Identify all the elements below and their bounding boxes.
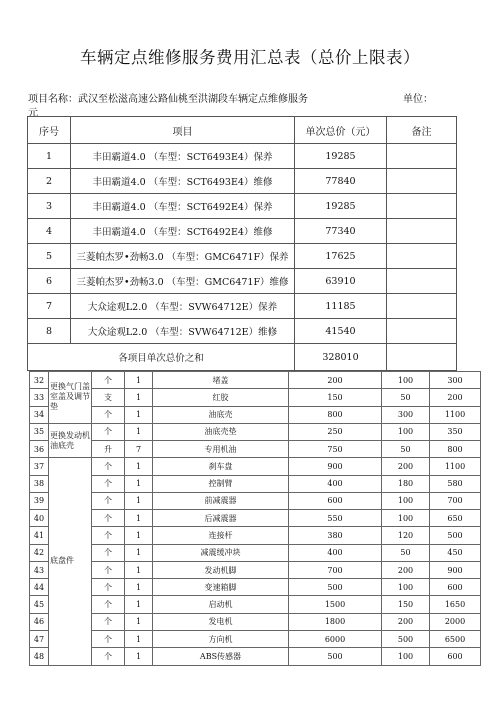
- group-label: 底盘件: [49, 458, 92, 665]
- row-part: 启动机: [153, 596, 289, 613]
- row-no: 4: [28, 219, 71, 244]
- row-note: [387, 269, 457, 294]
- summary-table: [27, 116, 457, 371]
- row-total: 6500: [430, 630, 481, 647]
- row-part-price: 1500: [289, 596, 382, 613]
- row-no: 8: [28, 319, 71, 344]
- row-unit: 个: [92, 406, 125, 423]
- row-qty: 1: [125, 561, 153, 578]
- row-labor-price: 500: [382, 630, 430, 647]
- row-labor-price: 50: [382, 544, 430, 561]
- row-part: 后减震器: [153, 510, 289, 527]
- row-no: 1: [28, 144, 71, 169]
- table-row: [30, 423, 481, 440]
- row-no: 46: [30, 613, 49, 630]
- row-item: 丰田霸道4.0 （车型：SCT6492E4）保养: [71, 194, 295, 219]
- row-item: 大众途观L2.0 （车型：SVW64712E）保养: [71, 294, 295, 319]
- row-no: 5: [28, 244, 71, 269]
- row-price: 17625: [295, 244, 387, 269]
- row-no: 38: [30, 475, 49, 492]
- row-item: 三菱帕杰罗•劲畅3.0 （车型：GMC6471F）维修: [71, 269, 295, 294]
- row-part: ABS传感器: [153, 648, 289, 665]
- row-part-price: 800: [289, 406, 382, 423]
- row-qty: 1: [125, 389, 153, 406]
- group-label: 更换发动机油底壳: [49, 423, 92, 458]
- row-part-price: 150: [289, 389, 382, 406]
- table-row: [30, 510, 481, 527]
- row-item: 丰田霸道4.0 （车型：SCT6493E4）维修: [71, 169, 295, 194]
- table-row: [28, 319, 457, 344]
- row-part-price: 750: [289, 441, 382, 458]
- row-total: 600: [430, 648, 481, 665]
- summary-header-row: [28, 117, 457, 144]
- row-unit: 个: [92, 630, 125, 647]
- row-qty: 1: [125, 648, 153, 665]
- row-note: [387, 194, 457, 219]
- row-note: [387, 169, 457, 194]
- table-row: [30, 613, 481, 630]
- table-row: [30, 544, 481, 561]
- row-qty: 1: [125, 510, 153, 527]
- row-labor-price: 100: [382, 579, 430, 596]
- table-row: [30, 579, 481, 596]
- row-labor-price: 180: [382, 475, 430, 492]
- table-row: [30, 406, 481, 423]
- row-qty: 1: [125, 406, 153, 423]
- row-qty: 1: [125, 458, 153, 475]
- row-labor-price: 150: [382, 596, 430, 613]
- row-no: 33: [30, 389, 49, 406]
- row-labor-price: 120: [382, 527, 430, 544]
- row-part-price: 500: [289, 579, 382, 596]
- header-no: 序号: [28, 117, 71, 144]
- row-no: 6: [28, 269, 71, 294]
- row-unit: 支: [92, 389, 125, 406]
- row-total: 700: [430, 492, 481, 509]
- row-price: 19285: [295, 144, 387, 169]
- row-part: 变速箱脚: [153, 579, 289, 596]
- row-unit: 个: [92, 475, 125, 492]
- row-qty: 1: [125, 475, 153, 492]
- row-unit: 个: [92, 458, 125, 475]
- row-no: 2: [28, 169, 71, 194]
- row-unit: 个: [92, 492, 125, 509]
- row-price: 77840: [295, 169, 387, 194]
- row-qty: 1: [125, 579, 153, 596]
- row-unit: 个: [92, 372, 125, 389]
- table-row: [28, 294, 457, 319]
- row-part: 连接杆: [153, 527, 289, 544]
- row-no: 37: [30, 458, 49, 475]
- table-row: [30, 372, 481, 389]
- total-label: 各项目单次总价之和: [28, 344, 295, 371]
- row-qty: 1: [125, 492, 153, 509]
- row-item: 三菱帕杰罗•劲畅3.0 （车型：GMC6471F）保养: [71, 244, 295, 269]
- row-qty: 1: [125, 372, 153, 389]
- row-part-price: 200: [289, 372, 382, 389]
- row-qty: 1: [125, 630, 153, 647]
- row-no: 7: [28, 294, 71, 319]
- group-label: 更换气门盖室盖及调节垫: [49, 372, 92, 424]
- row-total: 1650: [430, 596, 481, 613]
- table-row: [30, 630, 481, 647]
- table-row: [30, 527, 481, 544]
- row-labor-price: 100: [382, 510, 430, 527]
- row-qty: 1: [125, 613, 153, 630]
- row-total: 800: [430, 441, 481, 458]
- row-unit: 升: [92, 441, 125, 458]
- row-note: [387, 294, 457, 319]
- table-row: [30, 492, 481, 509]
- row-part: 刹车盘: [153, 458, 289, 475]
- row-total: 500: [430, 527, 481, 544]
- row-no: 3: [28, 194, 71, 219]
- row-unit: 个: [92, 561, 125, 578]
- row-part: 红胶: [153, 389, 289, 406]
- row-note: [387, 244, 457, 269]
- row-qty: 7: [125, 441, 153, 458]
- row-price: 77340: [295, 219, 387, 244]
- header-item: 项目: [71, 117, 295, 144]
- row-no: 45: [30, 596, 49, 613]
- table-row: [30, 596, 481, 613]
- table-row: [30, 475, 481, 492]
- row-part-price: 1800: [289, 613, 382, 630]
- row-part-price: 400: [289, 475, 382, 492]
- row-no: 47: [30, 630, 49, 647]
- row-part-price: 550: [289, 510, 382, 527]
- row-total: 350: [430, 423, 481, 440]
- row-unit: 个: [92, 544, 125, 561]
- table-row: [28, 169, 457, 194]
- row-part: 油底壳垫: [153, 423, 289, 440]
- row-price: 11185: [295, 294, 387, 319]
- detail-table: [29, 371, 481, 666]
- row-labor-price: 200: [382, 458, 430, 475]
- row-part-price: 700: [289, 561, 382, 578]
- unit-label: 单位：: [403, 94, 433, 105]
- row-unit: 个: [92, 596, 125, 613]
- row-unit: 个: [92, 613, 125, 630]
- row-qty: 1: [125, 423, 153, 440]
- row-note: [387, 144, 457, 169]
- row-total: 1100: [430, 458, 481, 475]
- total-value: 328010: [295, 344, 387, 371]
- row-labor-price: 100: [382, 492, 430, 509]
- row-price: 41540: [295, 319, 387, 344]
- row-total: 650: [430, 510, 481, 527]
- row-item: 丰田霸道4.0 （车型：SCT6492E4）维修: [71, 219, 295, 244]
- row-unit: 个: [92, 579, 125, 596]
- row-total: 580: [430, 475, 481, 492]
- row-total: 900: [430, 561, 481, 578]
- row-part-price: 500: [289, 648, 382, 665]
- row-part: 堵盖: [153, 372, 289, 389]
- row-item: 丰田霸道4.0 （车型：SCT6493E4）保养: [71, 144, 295, 169]
- row-labor-price: 50: [382, 389, 430, 406]
- row-unit: 个: [92, 527, 125, 544]
- row-no: 34: [30, 406, 49, 423]
- row-total: 2000: [430, 613, 481, 630]
- row-part-price: 900: [289, 458, 382, 475]
- row-item: 大众途观L2.0 （车型：SVW64712E）维修: [71, 319, 295, 344]
- header-note: 备注: [387, 117, 457, 144]
- row-unit: 个: [92, 510, 125, 527]
- row-note: [387, 219, 457, 244]
- project-name: 项目名称：武汉至松滋高速公路仙桃至洪湖段车辆定点维修服务: [28, 94, 308, 105]
- row-labor-price: 100: [382, 372, 430, 389]
- row-total: 200: [430, 389, 481, 406]
- row-total: 1100: [430, 406, 481, 423]
- row-part: 发电机: [153, 613, 289, 630]
- table-row: [28, 269, 457, 294]
- row-note: [387, 319, 457, 344]
- row-part-price: 400: [289, 544, 382, 561]
- row-part-price: 380: [289, 527, 382, 544]
- row-price: 63910: [295, 269, 387, 294]
- row-labor-price: 300: [382, 406, 430, 423]
- row-no: 35: [30, 423, 49, 440]
- row-no: 32: [30, 372, 49, 389]
- row-part: 专用机油: [153, 441, 289, 458]
- page-title: 车辆定点维修服务费用汇总表（总价上限表）: [80, 48, 420, 67]
- row-part: 方向机: [153, 630, 289, 647]
- row-part-price: 6000: [289, 630, 382, 647]
- table-row: [30, 561, 481, 578]
- table-row: [30, 648, 481, 665]
- row-total: 600: [430, 579, 481, 596]
- table-row: [28, 194, 457, 219]
- row-labor-price: 50: [382, 441, 430, 458]
- row-no: 48: [30, 648, 49, 665]
- table-row: [30, 441, 481, 458]
- table-row: [28, 144, 457, 169]
- row-no: 44: [30, 579, 49, 596]
- row-part: 发动机脚: [153, 561, 289, 578]
- summary-total-row: [28, 344, 457, 371]
- row-no: 43: [30, 561, 49, 578]
- row-labor-price: 100: [382, 423, 430, 440]
- total-note: [387, 344, 457, 371]
- row-qty: 1: [125, 596, 153, 613]
- row-part-price: 600: [289, 492, 382, 509]
- row-no: 40: [30, 510, 49, 527]
- row-qty: 1: [125, 544, 153, 561]
- table-row: [28, 244, 457, 269]
- row-unit: 个: [92, 423, 125, 440]
- row-total: 450: [430, 544, 481, 561]
- row-no: 41: [30, 527, 49, 544]
- table-row: [30, 389, 481, 406]
- row-part: 减震缓冲块: [153, 544, 289, 561]
- row-no: 39: [30, 492, 49, 509]
- row-no: 36: [30, 441, 49, 458]
- row-part: 控制臂: [153, 475, 289, 492]
- row-qty: 1: [125, 527, 153, 544]
- row-part: 油底壳: [153, 406, 289, 423]
- row-no: 42: [30, 544, 49, 561]
- row-part: 前减震器: [153, 492, 289, 509]
- row-unit: 个: [92, 648, 125, 665]
- row-part-price: 250: [289, 423, 382, 440]
- header-price: 单次总价（元）: [295, 117, 387, 144]
- row-labor-price: 100: [382, 648, 430, 665]
- row-total: 300: [430, 372, 481, 389]
- row-price: 19285: [295, 194, 387, 219]
- row-labor-price: 200: [382, 613, 430, 630]
- row-labor-price: 200: [382, 561, 430, 578]
- table-row: [28, 219, 457, 244]
- table-row: [30, 458, 481, 475]
- unit-value: 元: [28, 108, 38, 119]
